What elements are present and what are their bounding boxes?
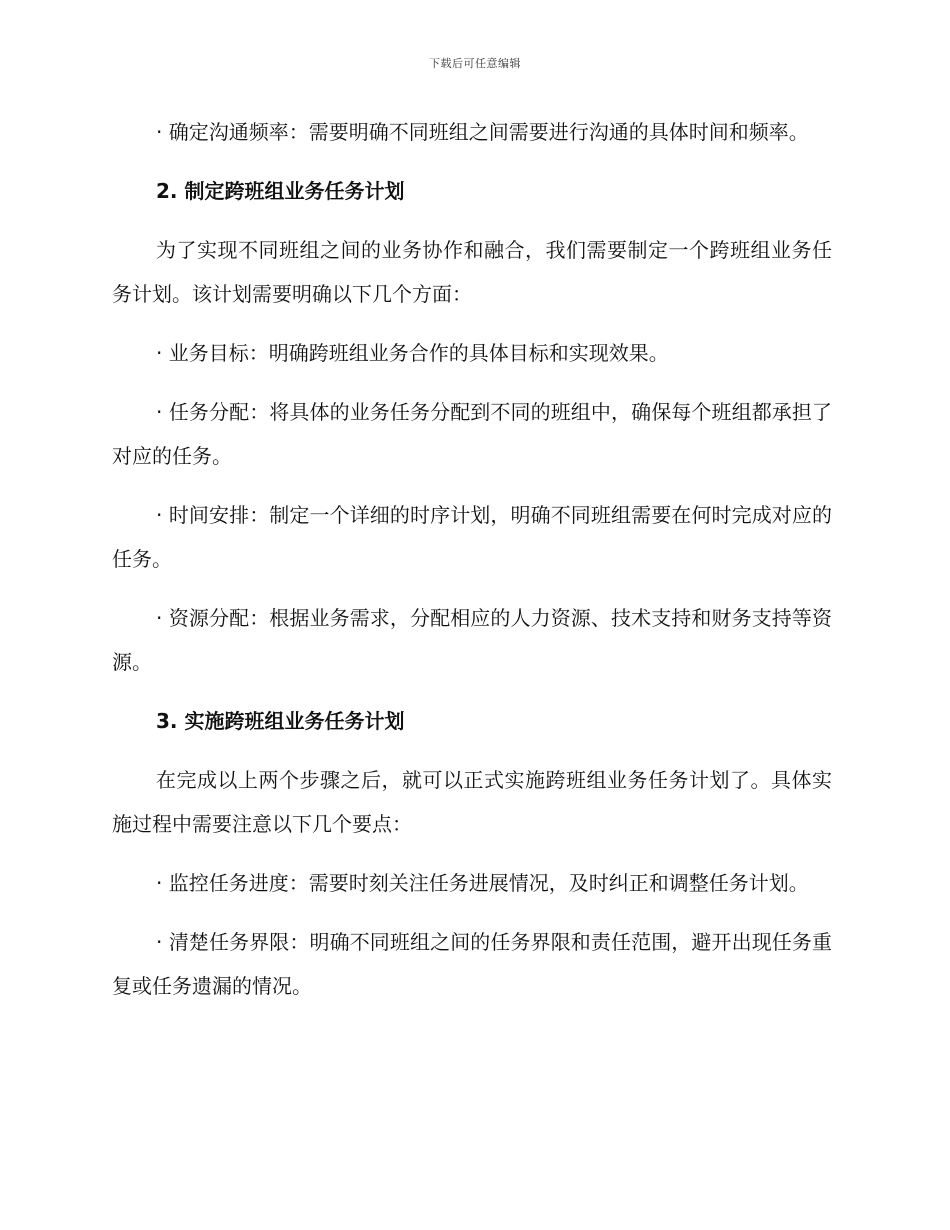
paragraph-plan-intro: 为了实现不同班组之间的业务协作和融合，我们需要制定一个跨班组业务任务计划。该计划需要明确以下几个方面： xyxy=(112,238,832,306)
paragraph-implementation-intro: 在完成以上两个步骤之后，就可以正式实施跨班组业务任务计划了。具体实施过程中需要注意以下几个要点： xyxy=(112,768,832,836)
paragraph-communication-frequency: · 确定沟通频率：需要明确不同班组之间需要进行沟通的具体时间和频率。 xyxy=(156,120,809,144)
paragraph-task-allocation: · 任务分配：将具体的业务任务分配到不同的班组中，确保每个班组都承担了对应的任务。 xyxy=(112,400,832,468)
page-header-note: 下载后可任意编辑 xyxy=(429,57,521,70)
paragraph-task-boundary: · 清楚任务界限：明确不同班组之间的任务界限和责任范围，避开出现任务重复或任务遗漏的情况。 xyxy=(112,930,832,998)
section-heading-2: 2. 制定跨班组业务任务计划 xyxy=(156,179,405,203)
section-heading-3: 3. 实施跨班组业务任务计划 xyxy=(156,709,405,733)
paragraph-resource-allocation: · 资源分配：根据业务需求，分配相应的人力资源、技术支持和财务支持等资源。 xyxy=(112,606,832,674)
paragraph-business-goal: · 业务目标：明确跨班组业务合作的具体目标和实现效果。 xyxy=(156,341,669,365)
paragraph-time-schedule: · 时间安排：制定一个详细的时序计划，明确不同班组需要在何时完成对应的任务。 xyxy=(112,503,832,571)
paragraph-monitor-progress: · 监控任务进度：需要时刻关注任务进展情况，及时纠正和调整任务计划。 xyxy=(156,871,809,895)
document-body xyxy=(112,110,832,1023)
